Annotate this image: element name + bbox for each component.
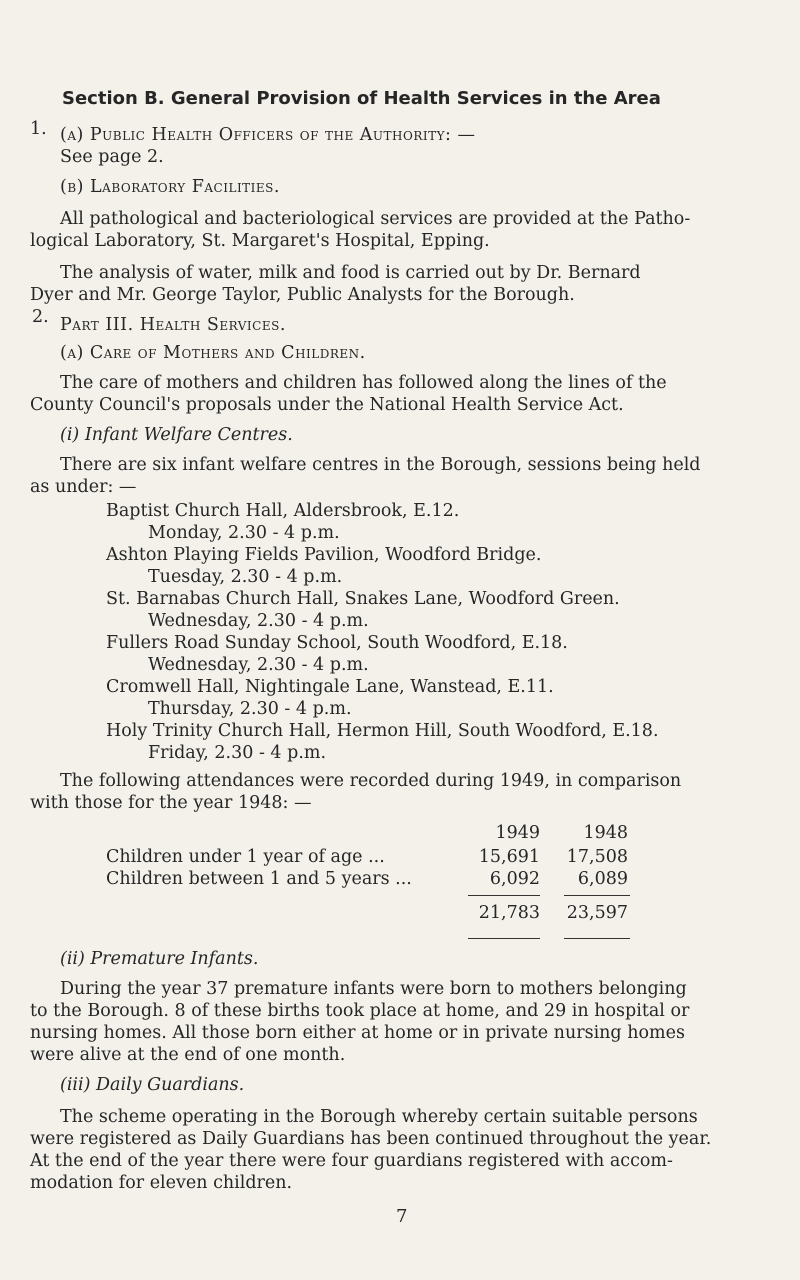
centre-6-time: Friday, 2.30 - 4 p.m. xyxy=(148,743,327,763)
guardians-para-line-2: were registered as Daily Guardians has been continued throughout the year. xyxy=(30,1129,712,1149)
attendance-intro-line-2: with those for the year 1948: — xyxy=(30,793,312,813)
centre-2-name: Ashton Playing Fields Pavilion, Woodford Bridge. xyxy=(106,545,542,565)
premature-infants-heading: (ii) Premature Infants. xyxy=(60,949,259,969)
subtotal-rule-1949 xyxy=(468,895,540,896)
row-1-to-5-1949: 6,092 xyxy=(489,869,540,889)
centre-6-name: Holy Trinity Church Hall, Hermon Hill, South Woodford, E.18. xyxy=(106,721,659,741)
total-rule-1949 xyxy=(468,938,540,939)
centre-2-time: Tuesday, 2.30 - 4 p.m. xyxy=(148,567,343,587)
attendance-intro-line-1: The following attendances were recorded during 1949, in comparison xyxy=(60,771,682,791)
guardians-para-line-1: The scheme operating in the Borough whereby certain suitable persons xyxy=(60,1107,698,1127)
total-1949: 21,783 xyxy=(478,903,540,923)
row-under-1-1949: 15,691 xyxy=(478,847,540,867)
total-rule-1948 xyxy=(564,938,630,939)
guardians-para-line-3: At the end of the year there were four guardians registered with accom- xyxy=(30,1151,673,1171)
infant-welfare-centres-heading: (i) Infant Welfare Centres. xyxy=(60,425,293,445)
care-para-line-2: County Council's proposals under the National Health Service Act. xyxy=(30,395,624,415)
laboratory-facilities-heading: (b) Laboratory Facilities. xyxy=(60,177,280,197)
page-number: 7 xyxy=(396,1206,408,1227)
item-1-number: 1. xyxy=(30,119,47,139)
daily-guardians-heading: (iii) Daily Guardians. xyxy=(60,1075,245,1095)
centre-5-time: Thursday, 2.30 - 4 p.m. xyxy=(148,699,352,719)
centre-4-time: Wednesday, 2.30 - 4 p.m. xyxy=(148,655,369,675)
premature-para-line-2: to the Borough. 8 of these births took place at home, and 29 in hospital or xyxy=(30,1001,690,1021)
guardians-para-line-4: modation for eleven children. xyxy=(30,1173,293,1193)
analyst-para-line-1: The analysis of water, milk and food is carried out by Dr. Bernard xyxy=(60,263,641,283)
premature-para-line-3: nursing homes. All those born either at home or in private nursing homes xyxy=(30,1023,685,1043)
premature-para-line-1: During the year 37 premature infants were born to mothers belonging xyxy=(60,979,687,999)
centre-3-time: Wednesday, 2.30 - 4 p.m. xyxy=(148,611,369,631)
centre-4-name: Fullers Road Sunday School, South Woodford, E.18. xyxy=(106,633,568,653)
premature-para-line-4: were alive at the end of one month. xyxy=(30,1045,346,1065)
col-header-1948: 1948 xyxy=(583,823,628,843)
centre-1-time: Monday, 2.30 - 4 p.m. xyxy=(148,523,340,543)
part-iii-heading: Part III. Health Services. xyxy=(60,315,286,335)
centre-3-name: St. Barnabas Church Hall, Snakes Lane, Woodford Green. xyxy=(106,589,620,609)
row-1-to-5-label: Children between 1 and 5 years ... xyxy=(106,869,412,889)
centres-intro-line-2: as under: — xyxy=(30,477,137,497)
row-under-1-label: Children under 1 year of age ... xyxy=(106,847,385,867)
subtotal-rule-1948 xyxy=(564,895,630,896)
row-under-1-1948: 17,508 xyxy=(566,847,628,867)
see-page-text: See page 2. xyxy=(60,147,164,167)
lab-para-line-1: All pathological and bacteriological services are provided at the Patho- xyxy=(60,209,691,229)
analyst-para-line-2: Dyer and Mr. George Taylor, Public Analysts for the Borough. xyxy=(30,285,575,305)
centre-5-name: Cromwell Hall, Nightingale Lane, Wanstead, E.11. xyxy=(106,677,554,697)
care-para-line-1: The care of mothers and children has followed along the lines of the xyxy=(60,373,667,393)
total-1948: 23,597 xyxy=(566,903,628,923)
centre-1-name: Baptist Church Hall, Aldersbrook, E.12. xyxy=(106,501,460,521)
col-header-1949: 1949 xyxy=(495,823,540,843)
centres-intro-line-1: There are six infant welfare centres in the Borough, sessions being held xyxy=(60,455,701,475)
item-2-number: 2. xyxy=(32,307,49,327)
public-health-officers-heading: (a) Public Health Officers of the Authority: — xyxy=(60,125,476,145)
row-1-to-5-1948: 6,089 xyxy=(577,869,628,889)
lab-para-line-2: logical Laboratory, St. Margaret's Hospital, Epping. xyxy=(30,231,490,251)
section-heading: Section B. General Provision of Health Services in the Area xyxy=(62,88,661,109)
care-of-mothers-heading: (a) Care of Mothers and Children. xyxy=(60,343,366,363)
